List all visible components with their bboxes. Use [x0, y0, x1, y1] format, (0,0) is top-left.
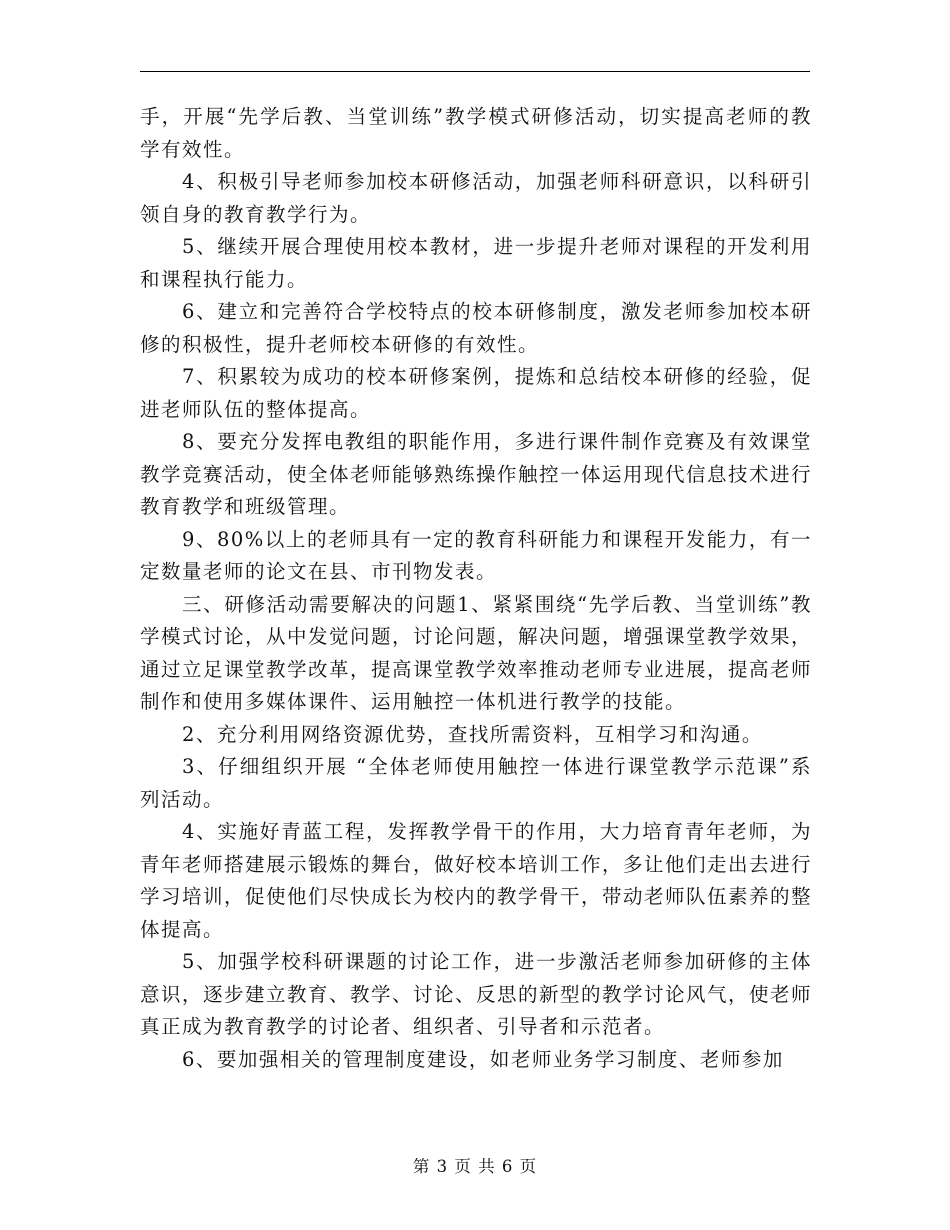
paragraph: 7、积累较为成功的校本研修案例，提炼和总结校本研修的经验，促进老师队伍的整体提高。 [140, 365, 812, 421]
document-body [140, 101, 812, 1076]
paragraph: 2、充分利用网络资源优势，查找所需资料，互相学习和沟通。 [182, 722, 763, 746]
paragraph: 8、要充分发挥电教组的职能作用，多进行课件制作竞赛及有效课堂教学竞赛活动，使全体老师能够熟练操作触控一体运用现代信息技术进行教育教学和班级管理。 [140, 430, 813, 518]
paragraph: 三、研修活动需要解决的问题1、紧紧围绕“先学后教、当堂训练”教学模式讨论，从中发觉问题，讨论问题，解决问题，增强课堂教学效果，通过立足课堂教学改革，提高课堂教学效率推动老师专业进展，提高老师制作和使用多媒体课件、运用触控一体机进行教学的技能。 [140, 592, 813, 713]
paragraph: 5、加强学校科研课题的讨论工作，进一步激活老师参加研修的主体意识，逐步建立教育、教学、讨论、反思的新型的教学讨论风气，使老师真正成为教育教学的讨论者、组织者、引导者和示范者。 [140, 950, 813, 1038]
page-number-label: 第 3 页 共 6 页 [412, 1157, 538, 1176]
header-rule [140, 71, 810, 72]
paragraph: 9、80%以上的老师具有一定的教育科研能力和课程开发能力，有一定数量老师的论文在县、市刊物发表。 [140, 527, 812, 583]
paragraph: 6、建立和完善符合学校特点的校本研修制度，激发老师参加校本研修的积极性，提升老师校本研修的有效性。 [140, 300, 812, 356]
paragraph: 5、继续开展合理使用校本教材，进一步提升老师对课程的开发利用和课程执行能力。 [140, 235, 812, 291]
paragraph: 4、实施好青蓝工程，发挥教学骨干的作用，大力培育青年老师，为青年老师搭建展示锻炼的舞台，做好校本培训工作，多让他们走出去进行学习培训，促使他们尽快成长为校内的教学骨干，带动老师队伍素养的整体提高。 [140, 820, 813, 941]
paragraph: 手，开展“先学后教、当堂训练”教学模式研修活动，切实提高老师的教学有效性。 [140, 105, 812, 161]
paragraph: 6、要加强相关的管理制度建设，如老师业务学习制度、老师参加 [182, 1047, 784, 1071]
page-footer [0, 1153, 950, 1177]
paragraph: 4、积极引导老师参加校本研修活动，加强老师科研意识，以科研引领自身的教育教学行为。 [140, 170, 812, 226]
paragraph: 3、仔细组织开展 “全体老师使用触控一体进行课堂教学示范课”系列活动。 [140, 755, 812, 811]
